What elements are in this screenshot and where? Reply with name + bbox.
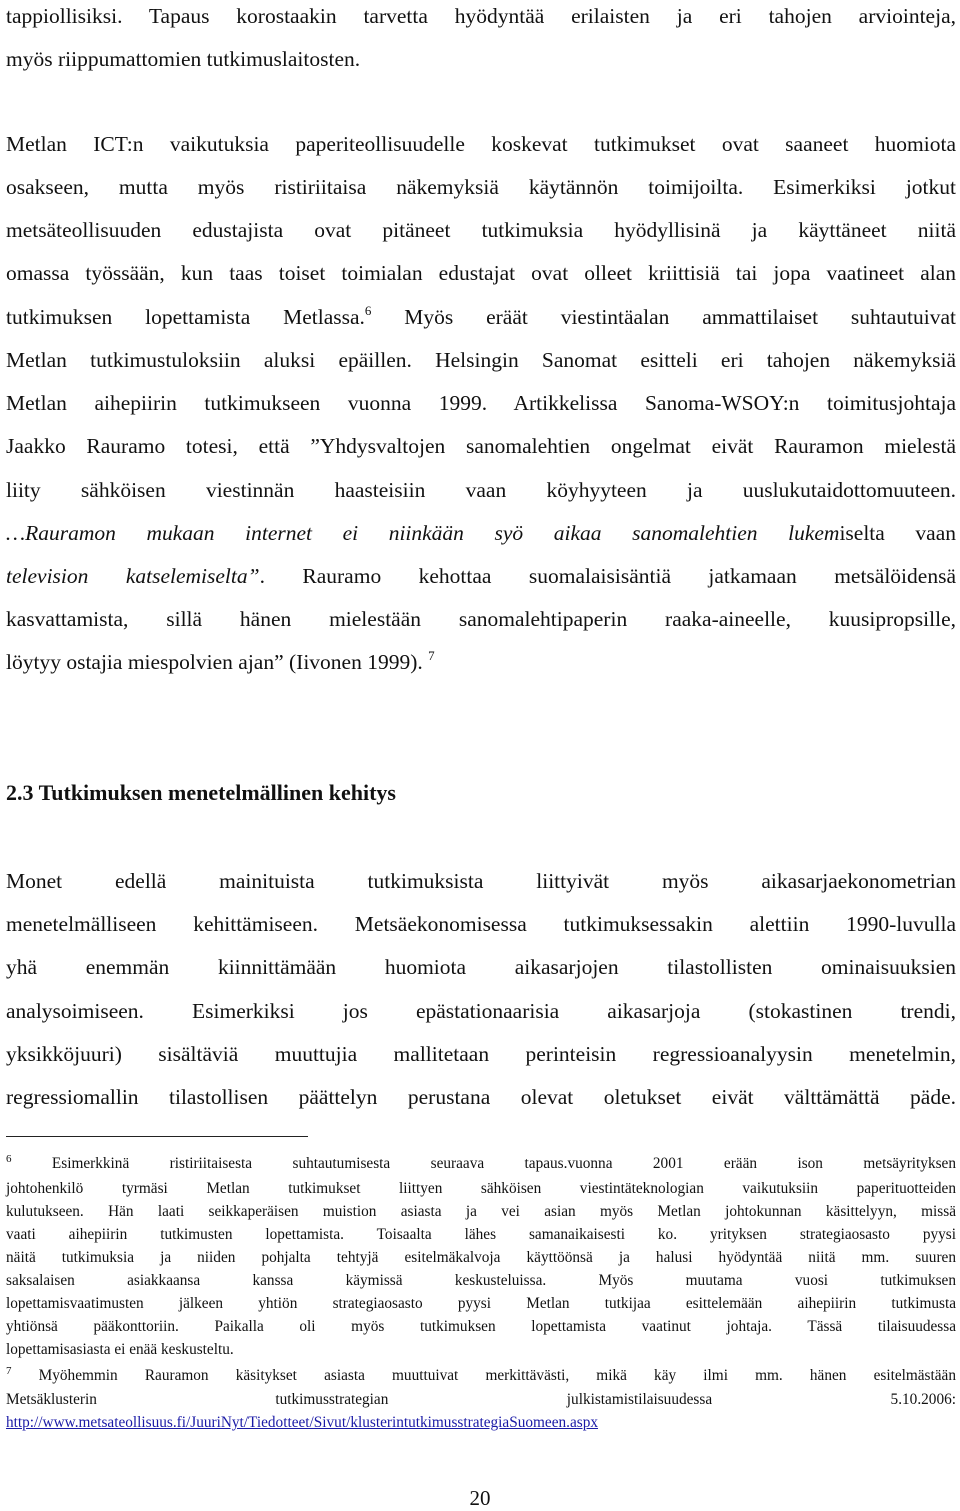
- body-line: metsäteollisuuden edustajista ovat pitäneet tutkimuksia hyödyllisinä ja käyttäneet niitä: [6, 218, 956, 242]
- section-heading: 2.3 Tutkimuksen menetelmällinen kehitys: [6, 780, 396, 805]
- footnote-ref-7[interactable]: 7: [428, 648, 435, 663]
- body-line: yksikköjuuri) sisältäviä muuttujia mallitetaan perinteisin regressioanalyysin menetelmin,: [6, 1042, 956, 1066]
- body-line: liity sähköisen viestinnän haasteisiin vaan köyhyyteen ja uuslukutaidottomuuteen.: [6, 478, 956, 502]
- footnote-line: saksalaisen asiakkaansa kanssa käymissä keskusteluissa. Myös muutama vuosi tutkimuksen: [6, 1272, 956, 1289]
- body-text: tutkimuksen lopettamista Metlassa.: [6, 305, 365, 329]
- footnote-line: yhtiönsä pääkonttoriin. Paikalla oli myös tutkimuksen lopettamista vaatinut johtaja. Tässä tilaisuudessa: [6, 1318, 956, 1335]
- footnote-line: Metsäklusterin tutkimusstrategian julkistamistilaisuudessa 5.10.2006:: [6, 1391, 956, 1408]
- footnote-line: vaati aihepiirin tutkimusten lopettamista. Toisaalta lähes samanaikaisesti ko. yrityksen strategiaosasto pyysi: [6, 1226, 956, 1243]
- body-text: . Rauramo kehottaa suomalaisisäntiä jatkamaan metsälöidensä: [259, 564, 956, 588]
- body-line: [6, 562, 956, 590]
- body-line: osakseen, mutta myös ristiriitaisa näkemyksiä käytännön toimijoilta. Esimerkiksi jotkut: [6, 175, 956, 199]
- body-line: analysoimiseen. Esimerkiksi jos epästationaarisia aikasarjoja (stokastinen trendi,: [6, 999, 956, 1023]
- footnote-link[interactable]: http://www.metsateollisuus.fi/JuuriNyt/Tiedotteet/Sivut/klusterintutkimusstrategiaSuomeen.aspx: [6, 1414, 599, 1431]
- footnote-line: [6, 1366, 956, 1386]
- body-line: Monet edellä mainituista tutkimuksista liittyivät myös aikasarjaekonometrian: [6, 869, 956, 893]
- body-line: menetelmälliseen kehittämiseen. Metsäekonomisessa tutkimuksessakin alettiin 1990-luvulla: [6, 912, 956, 936]
- quote-italic: …Rauramon mukaan internet ei niinkään syö aikaa sanomalehtien lukem: [6, 521, 840, 545]
- page-number: 20: [469, 1486, 491, 1510]
- body-line: [6, 648, 956, 676]
- body-line: kasvattamista, sillä hänen mielestään sanomalehtipaperin raaka-aineelle, kuusipropsille,: [6, 607, 956, 631]
- body-text: Myös eräät viestintäalan ammattilaiset suhtautuivat: [371, 305, 956, 329]
- body-line: [6, 519, 956, 547]
- body-line: Jaakko Rauramo totesi, että ”Yhdysvaltojen sanomalehtien ongelmat eivät Rauramon mielestä: [6, 434, 956, 458]
- footnote-text: Myöhemmin Rauramon käsitykset asiasta muuttuivat merkittävästi, mikä käy ilmi mm. hänen esitelmästään: [11, 1367, 956, 1384]
- body-line: Metlan ICT:n vaikutuksia paperiteollisuudelle koskevat tutkimukset ovat saaneet huomiota: [6, 132, 956, 156]
- body-line: myös riippumattomien tutkimuslaitosten.: [6, 47, 361, 71]
- body-line: yhä enemmän kiinnittämään huomiota aikasarjojen tilastollisten ominaisuuksien: [6, 955, 956, 979]
- body-line: omassa työssään, kun taas toiset toimialan edustajat ovat olleet kriittisiä tai jopa vaatineet alan: [6, 261, 956, 285]
- body-line: [6, 303, 956, 331]
- quote-italic: television katselemiselta”: [6, 564, 260, 588]
- footnote-line: [6, 1413, 956, 1433]
- footnote-line: lopettamisasiasta ei enää keskusteltu.: [6, 1341, 234, 1358]
- footnote-number: 7: [6, 1365, 12, 1377]
- body-text: iselta vaan: [839, 521, 956, 545]
- footnote-separator: [6, 1136, 308, 1137]
- footnote-line: [6, 1154, 956, 1174]
- footnote-ref-6[interactable]: 6: [364, 303, 372, 318]
- body-line: tappiollisiksi. Tapaus korostaakin tarvetta hyödyntää erilaisten ja eri tahojen arviointeja,: [6, 4, 956, 28]
- footnote-line: johtohenkilö tyrmäsi Metlan tutkimukset liittyen sähköisen viestintäteknologian vaikutuksiin paperituotteiden: [6, 1180, 956, 1197]
- footnote-text: Esimerkkinä ristiriitaisesta suhtautumisesta seuraava tapaus.vuonna 2001 erään ison metsäyrityksen: [11, 1155, 956, 1172]
- body-text: löytyy ostajia miespolvien ajan” (Iivonen 1999).: [6, 650, 423, 674]
- footnote-line: näitä tutkimuksia ja niiden pohjalta tehtyjä esitelmäkalvoja käyttöönsä ja halusi hyödyntää niitä mm. suuren: [6, 1249, 956, 1266]
- body-line: Metlan aihepiirin tutkimukseen vuonna 1999. Artikkelissa Sanoma-WSOY:n toimitusjohtaja: [6, 391, 956, 415]
- body-line: regressiomallin tilastollisen päättelyn perustana olevat oletukset eivät välttämättä päde.: [6, 1085, 956, 1109]
- body-line: Metlan tutkimustuloksiin aluksi epäillen. Helsingin Sanomat esitteli eri tahojen näkemyksiä: [6, 348, 956, 372]
- footnote-line: kulutukseen. Hän laati seikkaperäisen muistion asiasta ja vei asian myös Metlan johtokunnan käsittelyyn, missä: [6, 1203, 956, 1220]
- footnote-line: lopettamisvaatimusten jälkeen yhtiön strategiaosasto pyysi Metlan tutkijaa esittelemään aihepiirin tutkimusta: [6, 1295, 956, 1312]
- footnote-number: 6: [6, 1153, 12, 1165]
